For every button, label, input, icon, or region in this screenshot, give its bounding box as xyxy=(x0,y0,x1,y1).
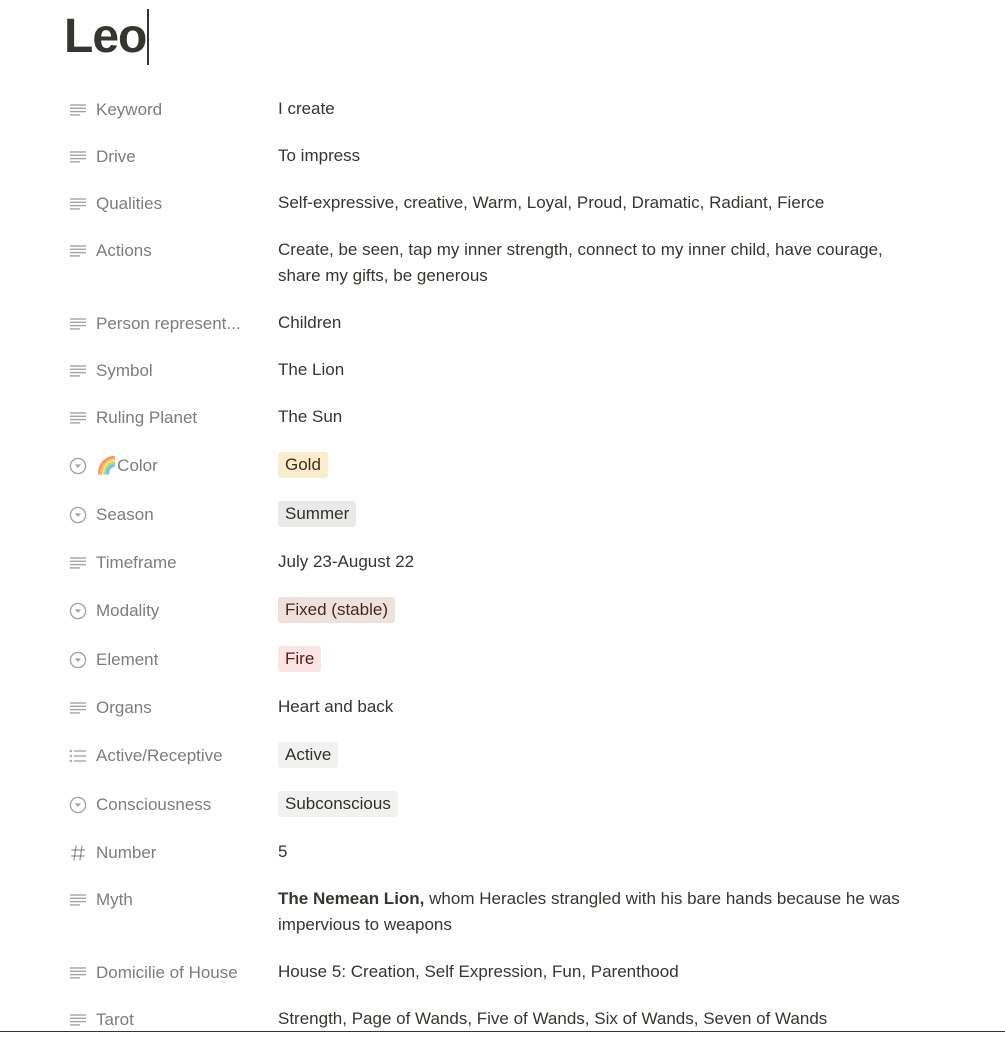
property-key[interactable] xyxy=(64,731,278,780)
property-key[interactable] xyxy=(64,133,278,180)
property-value[interactable]: July 23-August 22 xyxy=(278,552,415,571)
property-label: Element xyxy=(96,649,159,669)
property-value[interactable] xyxy=(278,876,908,938)
page-title-container[interactable] xyxy=(64,8,149,66)
property-row-season[interactable] xyxy=(64,490,944,539)
property-value[interactable]: To impress xyxy=(278,146,361,165)
property-value[interactable]: Create, be seen, tap my inner strength, connect to my inner child, have courage, share my gifts, be generous xyxy=(278,240,883,285)
text-lines-icon xyxy=(68,553,88,573)
property-value[interactable]: Children xyxy=(278,313,342,332)
property-key[interactable] xyxy=(64,180,278,227)
text-lines-icon xyxy=(68,100,88,120)
property-row-active-receptive[interactable] xyxy=(64,731,944,780)
text-lines-icon xyxy=(68,241,88,261)
multi-select-icon xyxy=(68,746,88,766)
property-value-bold: The Nemean Lion, xyxy=(278,889,425,908)
property-row-tarot[interactable] xyxy=(64,996,944,1043)
property-value-text: whom Heracles strangled with his bare hands because he was impervious to weapons xyxy=(278,889,900,934)
select-icon xyxy=(68,650,88,670)
property-key[interactable] xyxy=(64,635,278,684)
property-row-consciousness[interactable] xyxy=(64,780,944,829)
property-value[interactable]: House 5: Creation, Self Expression, Fun, Parenthood xyxy=(278,962,679,981)
property-key[interactable] xyxy=(64,490,278,539)
property-key[interactable] xyxy=(64,876,278,923)
select-tag[interactable]: Fixed (stable) xyxy=(278,597,395,623)
property-row-number[interactable] xyxy=(64,829,944,876)
property-key[interactable] xyxy=(64,780,278,829)
property-value[interactable]: 5 xyxy=(278,842,288,861)
select-icon xyxy=(68,795,88,815)
property-row-drive[interactable] xyxy=(64,133,944,180)
text-lines-icon xyxy=(68,361,88,381)
text-lines-icon xyxy=(68,890,88,910)
property-label: Modality xyxy=(96,600,160,620)
property-row-qualities[interactable] xyxy=(64,180,944,227)
property-label: Person represent... xyxy=(96,313,241,333)
property-key[interactable] xyxy=(64,996,278,1043)
select-tag[interactable]: Gold xyxy=(278,452,328,478)
property-row-ruling-planet[interactable] xyxy=(64,394,944,441)
property-label: Consciousness xyxy=(96,794,212,814)
text-lines-icon xyxy=(68,147,88,167)
property-label: Myth xyxy=(96,889,133,909)
property-row-domicile-of-house[interactable] xyxy=(64,949,944,996)
property-label: Organs xyxy=(96,697,152,717)
select-icon xyxy=(68,505,88,525)
property-label: Season xyxy=(96,504,154,524)
text-lines-icon xyxy=(68,194,88,214)
property-label: Tarot xyxy=(96,1009,134,1029)
property-key[interactable] xyxy=(64,586,278,635)
property-row-timeframe[interactable] xyxy=(64,539,944,586)
property-label: Number xyxy=(96,842,157,862)
property-label: Actions xyxy=(96,240,152,260)
number-icon xyxy=(68,843,88,863)
property-value[interactable]: The Sun xyxy=(278,407,343,426)
property-label: 🌈Color xyxy=(96,455,158,475)
text-lines-icon xyxy=(68,698,88,718)
select-tag[interactable]: Fire xyxy=(278,646,321,672)
property-label: Active/Receptive xyxy=(96,745,223,765)
property-row-symbol[interactable] xyxy=(64,347,944,394)
select-icon xyxy=(68,601,88,621)
property-row-element[interactable] xyxy=(64,635,944,684)
property-label: Domicilie of House xyxy=(96,962,238,982)
property-key[interactable] xyxy=(64,829,278,876)
property-label: Qualities xyxy=(96,193,163,213)
property-list xyxy=(64,86,944,1043)
property-value[interactable]: Heart and back xyxy=(278,697,394,716)
property-row-modality[interactable] xyxy=(64,586,944,635)
page-title[interactable]: Leo xyxy=(64,10,147,63)
property-key[interactable] xyxy=(64,539,278,586)
property-key[interactable] xyxy=(64,86,278,133)
property-label: Drive xyxy=(96,146,136,166)
text-lines-icon xyxy=(68,963,88,983)
property-row-color[interactable] xyxy=(64,441,944,490)
property-row-person-represents[interactable] xyxy=(64,300,944,347)
multi-select-tag[interactable]: Active xyxy=(278,742,338,768)
property-label: Keyword xyxy=(96,99,163,119)
property-value[interactable]: Self-expressive, creative, Warm, Loyal, Proud, Dramatic, Radiant, Fierce xyxy=(278,193,825,212)
property-row-actions[interactable] xyxy=(64,227,944,300)
select-tag[interactable]: Summer xyxy=(278,501,356,527)
property-key[interactable] xyxy=(64,949,278,996)
text-lines-icon xyxy=(68,1010,88,1030)
property-value[interactable]: Strength, Page of Wands, Five of Wands, Six of Wands, Seven of Wands xyxy=(278,1009,828,1028)
property-value[interactable]: The Lion xyxy=(278,360,345,379)
select-icon xyxy=(68,456,88,476)
property-key[interactable] xyxy=(64,441,278,490)
property-row-organs[interactable] xyxy=(64,684,944,731)
select-tag[interactable]: Subconscious xyxy=(278,791,398,817)
property-key[interactable] xyxy=(64,394,278,441)
property-label: Symbol xyxy=(96,360,153,380)
property-key[interactable] xyxy=(64,347,278,394)
text-lines-icon xyxy=(68,408,88,428)
property-key[interactable] xyxy=(64,300,278,347)
property-label: Ruling Planet xyxy=(96,407,198,427)
property-row-myth[interactable] xyxy=(64,876,944,949)
property-row-keyword[interactable] xyxy=(64,86,944,133)
text-cursor xyxy=(147,9,149,65)
property-label: Timeframe xyxy=(96,552,177,572)
text-lines-icon xyxy=(68,314,88,334)
property-value[interactable]: I create xyxy=(278,99,335,118)
property-key[interactable] xyxy=(64,227,278,274)
property-key[interactable] xyxy=(64,684,278,731)
